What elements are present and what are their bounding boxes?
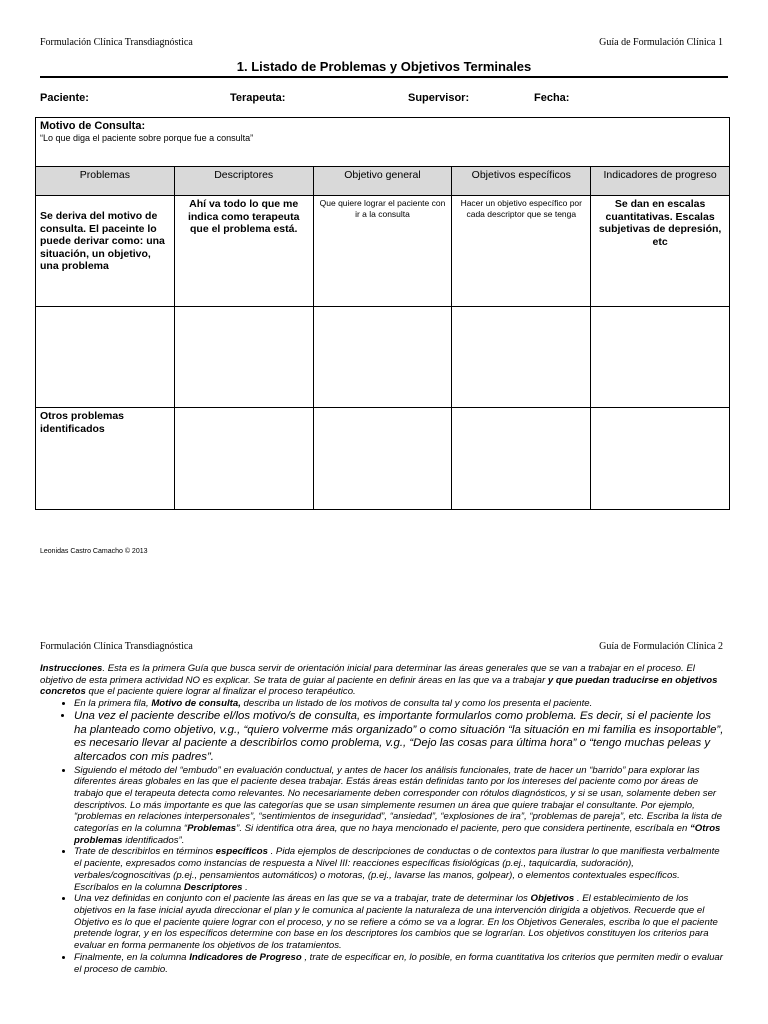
title-rule	[40, 76, 728, 78]
cell-descriptores: Ahí va todo lo que me indica como terapeuta que el problema está.	[174, 196, 313, 307]
copyright-footer: Leonidas Castro Camacho © 2013	[40, 548, 148, 555]
cell-objetivo-general: Que quiere lograr el paciente con ir a la consulta	[313, 196, 452, 307]
empty-cell	[174, 307, 313, 408]
motivo-quote: “Lo que diga el paciente sobre porque fue a consulta”	[40, 133, 254, 143]
table-row	[36, 307, 730, 408]
table-row	[36, 196, 730, 307]
list-item	[74, 952, 726, 975]
bullet-bold: “Otros problemas	[74, 823, 721, 846]
motivo-cell	[36, 118, 730, 167]
supervisor-label: Supervisor:	[408, 92, 470, 104]
bullet-bold: Problemas	[187, 823, 237, 835]
col-problemas: Problemas	[36, 167, 175, 196]
empty-cell	[313, 307, 452, 408]
instructions-intro	[40, 663, 726, 698]
col-objetivos-especificos: Objetivos específicos	[452, 167, 591, 196]
motivo-title: Motivo de Consulta:	[40, 120, 146, 132]
terapeuta-label: Terapeuta:	[230, 92, 286, 104]
empty-cell	[591, 408, 730, 510]
empty-cell	[591, 307, 730, 408]
bullet-text: Siguiendo el método del “embudo” en evaluación conductual, y antes de hacer los análisis funcionales, trate de hacer un “barrido” para explorar las diferentes áreas globales en las que el paciente desea trabajar. Estás áreas están definidas tanto por los intereses del paciente como por áreas de trabajo que el terapeuta detecta como relevantes. No necesariamente deben corresponder con rótulos diagnósticos, y si se usan, solamente deben ser descriptivos. Lo más importante es que las categorías que se usan simplemente resumen un área que quiere trabajar el consultante. Por ejemplo, “problemas en relaciones interpersonales”, “sentimientos de inseguridad”, “ansiedad”, “explosiones de ira”, “problemas de pareja”, etc. Escriba la lista de categorías en la columna “	[74, 764, 722, 835]
list-item	[74, 698, 726, 710]
bullet-bold: Descriptores	[183, 881, 243, 893]
bullet-text: Una vez el paciente describe el/los motivo/s de consulta, es importante formularlos como problema. Es decir, si el paciente los ha planteado como objetivo, v.g., “quiero volverme más organizado” o como situación “la situación en mi familia es insoportable”, es necesario llevar al paciente a describirlos como problema, v.g., “Dejo las cosas para última hora” o “tengo muchas peleas y altercados con mis padres”.	[74, 709, 724, 763]
problems-table	[35, 117, 730, 510]
motivo-row	[36, 118, 730, 167]
bullet-text: identificados”.	[122, 834, 185, 846]
list-item	[74, 893, 726, 952]
bullet-text: describa un listado de los motivos de consulta tal y como los presenta el paciente.	[240, 698, 593, 710]
bullet-text: Una vez definidas en conjunto con el paciente las áreas en las que se va a trabajar, trate de determinar los	[74, 893, 531, 905]
cell-problemas: Se deriva del motivo de consulta. El paceinte lo puede derivar como: una situación, un objetivo, una problema	[36, 196, 175, 307]
empty-cell	[452, 408, 591, 510]
list-item	[74, 710, 726, 765]
bullet-bold: Motivo de consulta,	[151, 698, 241, 710]
bullet-text: En la primera fila,	[74, 698, 152, 710]
paciente-label: Paciente:	[40, 92, 89, 104]
page-title: 1. Listado de Problemas y Objetivos Terminales	[236, 59, 532, 74]
list-item	[74, 846, 726, 893]
page2-header-right: Guía de Formulación Clínica 2	[599, 641, 723, 652]
table-row	[36, 408, 730, 510]
bullet-text: Finalmente, en la columna	[74, 951, 190, 963]
empty-cell	[174, 408, 313, 510]
bullet-text: , trate de especificar en, lo posible, en forma cuantitativa los criterios que permiten medir o evaluar el proceso de cambio.	[74, 951, 723, 975]
bullet-bold: específicos	[215, 846, 268, 858]
instructions-list	[40, 698, 726, 975]
instructions-section	[40, 663, 726, 975]
intro-text-end: que el paciente quiere lograr al finalizar el proceso terapéutico.	[85, 686, 356, 698]
intro-bold-phrase: y que puedan traducirse en objetivos concretos	[40, 674, 718, 698]
bullet-text: Trate de describirlos en términos	[74, 846, 216, 858]
cell-indicadores: Se dan en escalas cuantitativas. Escalas subjetivas de depresión, etc	[591, 196, 730, 307]
page1-header-left: Formulación Clínica Transdiagnóstica	[40, 37, 193, 48]
fecha-label: Fecha:	[534, 92, 570, 104]
form-fields-row	[40, 92, 728, 106]
bullet-text: . El establecimiento de los objetivos en la fase inicial ayuda direccionar el plan y le comunica al paciente la naturaleza de una intervención dirigida a objetivos. Recuerde que el Objetivo es lo que el paciente quiere lograr con el proceso, y no se refiere a cómo se va a lograr. En los Objetivos Generales, escriba lo que el paciente pretende lograr, y en los específicos determine con base en los descriptores los cambios que se lograrían. Los objetivos constituyen los criterios para evaluar en forma permanente los objetivos de los tratamientos.	[74, 893, 718, 952]
col-descriptores: Descriptores	[174, 167, 313, 196]
bullet-text: . Pida ejemplos de descripciones de conductas o de contextos para ilustrar lo que manifiesta verbalmente el paciente, expresados como instancias de respuesta a Nivel III: reacciones específicas fisiológicas (p.ej., taquicardia, sudoración), verbales/cognoscitivas (p.ej., pensamientos automáticos) o motoras, (p.ej., lavarse las manos, golpear), o elementos contextuales específicos. Escríbalos en la columna	[74, 846, 720, 893]
table-header-row	[36, 167, 730, 196]
bullet-bold: Indicadores de Progreso	[189, 951, 302, 963]
list-item	[74, 765, 726, 847]
bullet-text: ”. Si identifica otra área, que no haya mencionado el paciente, pero que considera pertinente, escríbala en	[236, 823, 690, 835]
empty-cell	[313, 408, 452, 510]
empty-cell	[36, 307, 175, 408]
cell-otros-problemas: Otros problemas identificados	[36, 408, 175, 510]
empty-cell	[452, 307, 591, 408]
page1-header-right: Guía de Formulación Clínica 1	[599, 37, 723, 48]
bullet-bold: Objetivos	[530, 893, 575, 905]
col-indicadores: Indicadores de progreso	[591, 167, 730, 196]
col-objetivo-general: Objetivo general	[313, 167, 452, 196]
page2-header-left: Formulación Clínica Transdiagnóstica	[40, 641, 193, 652]
intro-bold-label: Instrucciones	[40, 663, 103, 674]
intro-text: . Esta es la primera Guía que busca servir de orientación inicial para determinar las áreas generales que se van a trabajar en el proceso. El objetivo de esta primera actividad NO es explicar. Se trata de guiar al paciente en definir áreas en las que va a trabajar	[40, 663, 695, 686]
bullet-text: .	[242, 881, 248, 893]
cell-objetivos-especificos: Hacer un objetivo específico por cada descriptor que se tenga	[452, 196, 591, 307]
